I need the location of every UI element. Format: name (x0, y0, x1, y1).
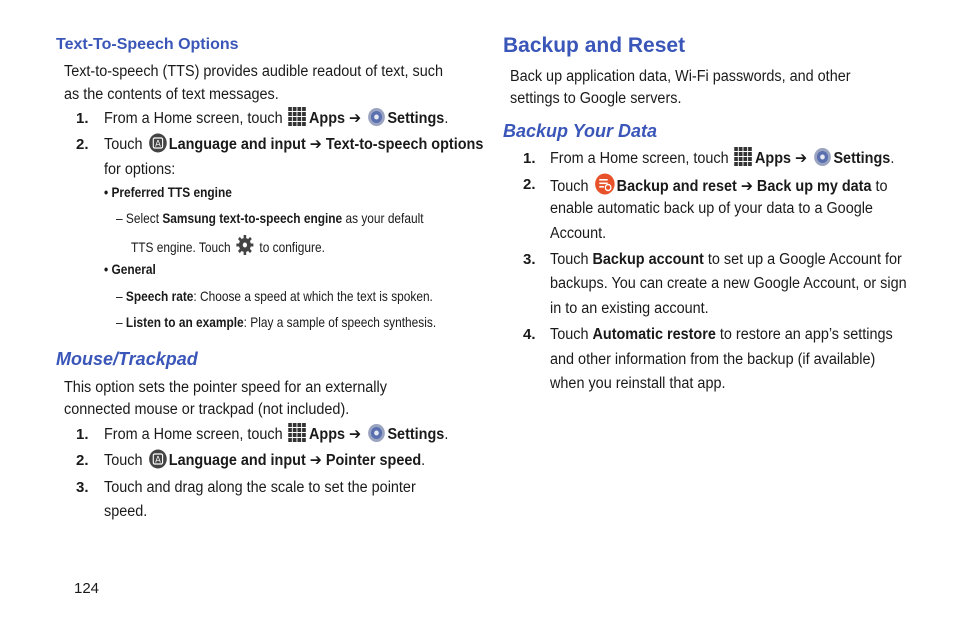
tts-intro-line1: Text-to-speech (TTS) provides audible readout of text, such (64, 63, 443, 80)
dash: – (116, 288, 123, 304)
backup-heading: Backup and Reset (503, 34, 686, 57)
mouse-step1-settings: Settings (387, 426, 445, 443)
apps-grid-icon (289, 107, 308, 135)
gear-icon (236, 234, 255, 259)
tts-step2 (104, 133, 483, 161)
mouse-intro-line2: connected mouse or trackpad (not included). (64, 401, 350, 418)
backup-step4 (550, 323, 893, 347)
tts-bullet1-sub-line2-pre: TTS engine. Touch (131, 239, 231, 255)
mouse-step1-end: . (444, 426, 449, 443)
mouse-step2-text: Touch (104, 452, 143, 469)
apps-grid-icon (289, 423, 308, 451)
listen-example-label: Listen to an example (125, 314, 244, 330)
tts-bullet1-sub-bold: Samsung text-to-speech engine (162, 210, 343, 226)
dash: – (116, 210, 123, 226)
tts-bullet1-sub-line2 (131, 234, 325, 259)
language-input-icon (148, 449, 167, 477)
mouse-step2 (104, 449, 425, 477)
backup-step2-line3: Account. (550, 225, 607, 242)
backup-step1 (550, 147, 894, 175)
mouse-step1-text: From a Home screen, touch (104, 426, 283, 443)
tts-bullet1-sub-post: as your default (345, 210, 424, 226)
settings-gear-icon (367, 107, 386, 135)
tts-step1-end: . (444, 110, 449, 127)
backup-account-label: Backup account (592, 251, 704, 268)
backup-step3-number: 3. (523, 251, 536, 268)
tts-intro-line2: as the contents of text messages. (64, 86, 279, 103)
tts-step2-text: Touch (104, 136, 143, 153)
mouse-heading: Mouse/Trackpad (56, 349, 198, 369)
backup-step4-text: Touch (550, 326, 589, 343)
tts-heading: Text-To-Speech Options (56, 36, 239, 53)
apps-grid-icon (735, 147, 754, 175)
tts-step1-number: 1. (76, 110, 89, 127)
backup-step4-line3: when you reinstall that app. (550, 375, 726, 392)
tts-step1-settings: Settings (387, 110, 445, 127)
mouse-intro-line1: This option sets the pointer speed for an externally (64, 379, 387, 396)
language-input-icon (148, 133, 167, 161)
backup-step2-path: Backup and reset ➔ Back up my data (616, 178, 872, 195)
backup-step4-post: to restore an app’s settings (719, 326, 893, 343)
backup-step2-text: Touch (550, 178, 589, 195)
backup-step3-line3: in to an existing account. (550, 300, 709, 317)
mouse-step1-number: 1. (76, 426, 89, 443)
backup-step3 (550, 248, 902, 272)
mouse-step3-line1: Touch and drag along the scale to set the pointer (104, 479, 416, 496)
listen-example-desc: : Play a sample of speech synthesis. (243, 314, 437, 330)
tts-bullet-general: • General (104, 261, 156, 277)
tts-step1-apps: Apps ➔ (308, 110, 362, 127)
backup-step1-text: From a Home screen, touch (550, 150, 729, 167)
automatic-restore-label: Automatic restore (592, 326, 716, 343)
speech-rate-label: Speech rate (125, 288, 194, 304)
backup-sub-heading: Backup Your Data (503, 121, 658, 141)
backup-intro-line2: settings to Google servers. (510, 90, 682, 107)
mouse-step3-number: 3. (76, 479, 89, 496)
mouse-step2-end: . (421, 452, 426, 469)
mouse-step2-number: 2. (76, 452, 89, 469)
backup-step1-number: 1. (523, 150, 536, 167)
tts-step2-line2: for options: (104, 161, 176, 178)
backup-step1-end: . (890, 150, 895, 167)
backup-step4-line2: and other information from the backup (if available) (550, 351, 876, 368)
mouse-step1 (104, 423, 448, 451)
backup-step3-text: Touch (550, 251, 589, 268)
tts-bullet-preferred-engine: • Preferred TTS engine (104, 184, 232, 200)
tts-step2-number: 2. (76, 136, 89, 153)
backup-step1-settings: Settings (833, 150, 891, 167)
svg-text:A: A (154, 139, 161, 150)
backup-step2-number: 2. (523, 176, 536, 193)
tts-step1-text: From a Home screen, touch (104, 110, 283, 127)
tts-bullet2-sub2 (116, 314, 436, 330)
backup-step2-post: to (875, 178, 888, 195)
tts-step2-path: Language and input ➔ Text-to-speech options (168, 136, 484, 153)
tts-bullet1-sub (116, 210, 424, 226)
backup-step1-apps: Apps ➔ (754, 150, 808, 167)
mouse-step2-path: Language and input ➔ Pointer speed (168, 452, 422, 469)
tts-bullet2-sub1 (116, 288, 433, 304)
tts-step1 (104, 107, 448, 135)
tts-bullet1-sub-pre: Select (125, 210, 160, 226)
settings-gear-icon (367, 423, 386, 451)
backup-step2-line2: enable automatic back up of your data to a Google (550, 200, 873, 217)
page-number: 124 (74, 580, 100, 597)
dash: – (116, 314, 123, 330)
svg-text:A: A (154, 455, 161, 466)
mouse-step1-apps: Apps ➔ (308, 426, 362, 443)
mouse-step3-line2: speed. (104, 503, 148, 520)
backup-intro-line1: Back up application data, Wi-Fi passwords, and other (510, 68, 851, 85)
backup-step3-line2: backups. You can create a new Google Account, or sign (550, 275, 907, 292)
tts-bullet1-sub-line2-post: to configure. (259, 239, 325, 255)
backup-step3-post: to set up a Google Account for (707, 251, 902, 268)
speech-rate-desc: : Choose a speed at which the text is spoken. (193, 288, 433, 304)
backup-step4-number: 4. (523, 326, 536, 343)
settings-gear-icon (813, 147, 832, 175)
